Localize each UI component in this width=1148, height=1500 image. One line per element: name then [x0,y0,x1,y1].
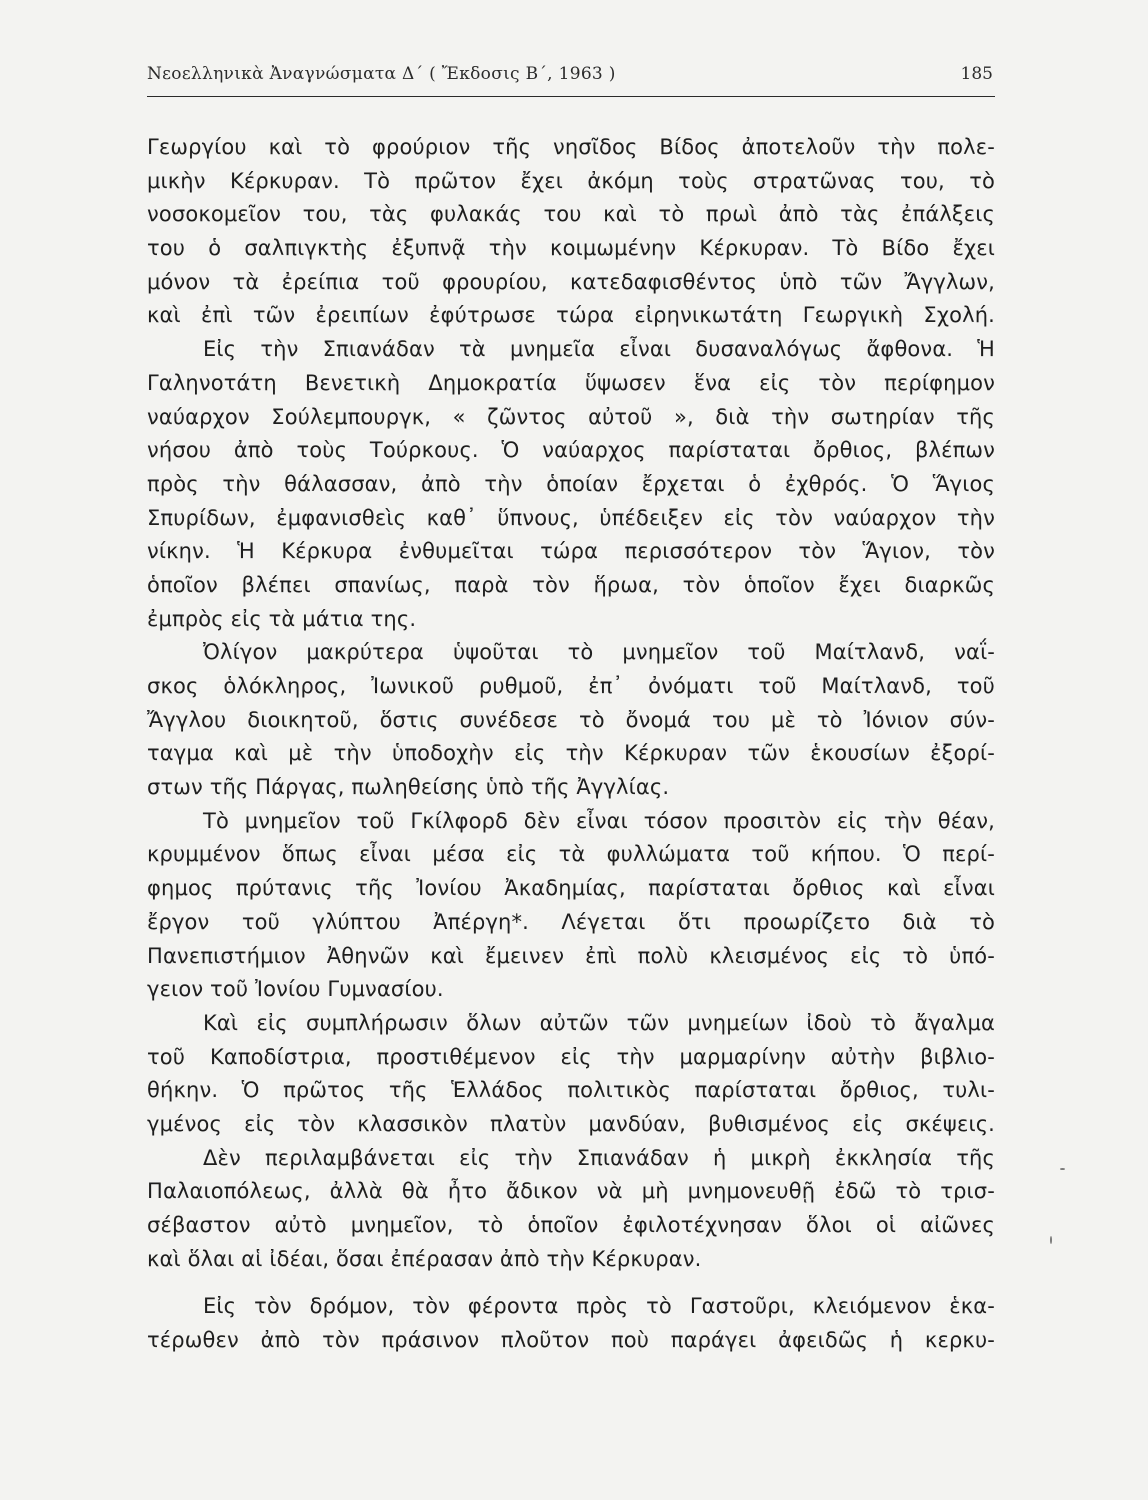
text-line: πρὸς τὴν θάλασσαν, ἀπὸ τὴν ὁποίαν ἔρχεται ὁ ἐχθρός. Ὁ Ἅγιος [147,471,995,496]
text-line: γειον τοῦ Ἰονίου Γυμνασίου. [147,977,444,1002]
text-line: ὁποῖον βλέπει σπανίως, παρὰ τὸν ἥρωα, τὸν ὁποῖον ἔχει διαρκῶς [147,572,995,597]
text-line: Εἰς τὸν δρόμον, τὸν φέροντα πρὸς τὸ Γαστοῦρι, κλειόμενον ἑκα- [203,1294,995,1319]
text-line: ταγμα καὶ μὲ τὴν ὑποδοχὴν εἰς τὴν Κέρκυραν τῶν ἑκουσίων ἐξορί- [147,741,995,766]
text-line: ναύαρχον Σούλεμπουργκ, « ζῶντος αὐτοῦ », διὰ τὴν σωτηρίαν τῆς [147,404,995,429]
text-line: θήκην. Ὁ πρῶτος τῆς Ἑλλάδος πολιτικὸς παρίσταται ὄρθιος, τυλι- [147,1078,995,1103]
text-line: ἔργον τοῦ γλύπτου Ἀπέργη*. Λέγεται ὅτι προωρίζετο διὰ τὸ [147,909,995,934]
text-line: Δὲν περιλαμβάνεται εἰς τὴν Σπιανάδαν ἡ μικρὴ ἐκκλησία τῆς [203,1145,995,1170]
running-title: Νεοελληνικὰ Ἀναγνώσματα Δ΄ ( Ἔκδοσις Β΄, 1963 ) [147,64,616,84]
text-line: τοῦ Καποδίστρια, προστιθέμενον εἰς τὴν μαρμαρίνην αὐτὴν βιβλιο- [147,1044,995,1069]
text-line: του ὁ σαλπιγκτὴς ἐξυπνᾷ τὴν κοιμωμένην Κέρκυραν. Τὸ Βίδο ἔχει [147,236,995,261]
text-line: κρυμμένον ὅπως εἶναι μέσα εἰς τὰ φυλλώματα τοῦ κήπου. Ὁ περί- [147,842,995,867]
text-line: τέρωθεν ἀπὸ τὸν πράσινον πλοῦτον ποὺ παράγει ἀφειδῶς ἡ κερκυ- [147,1328,995,1353]
text-line: γμένος εἰς τὸν κλασσικὸν πλατὺν μανδύαν, βυθισμένος εἰς σκέψεις. [147,1111,995,1136]
text-line: καὶ ὅλαι αἱ ἰδέαι, ὅσαι ἐπέρασαν ἀπὸ τὴν Κέρκυραν. [147,1246,702,1271]
text-line: Παλαιοπόλεως, ἀλλὰ θὰ ἦτο ἄδικον νὰ μὴ μνημονευθῇ ἐδῶ τὸ τρισ- [147,1179,995,1204]
text-line: Σπυρίδων, ἐμφανισθεὶς καθ᾽ ὕπνους, ὑπέδειξεν εἰς τὸν ναύαρχον τὴν [147,505,995,530]
text-line: Ἄγγλου διοικητοῦ, ὅστις συνέδεσε τὸ ὄνομά του μὲ τὸ Ἰόνιον σύν- [147,707,995,732]
text-line: Γαληνοτάτη Βενετικὴ Δημοκρατία ὕψωσεν ἕνα εἰς τὸν περίφημον [147,370,995,395]
text-line: νήσου ἀπὸ τοὺς Τούρκους. Ὁ ναύαρχος παρίσταται ὄρθιος, βλέπων [147,438,995,463]
text-line: ἐμπρὸς εἰς τὰ μάτια της. [147,606,417,631]
text-line: καὶ ἐπὶ τῶν ἐρειπίων ἐφύτρωσε τώρα εἰρηνικωτάτη Γεωργικὴ Σχολή. [147,303,995,328]
scan-speck [1060,1168,1065,1170]
text-line: σκος ὁλόκληρος, Ἰωνικοῦ ρυθμοῦ, ἐπ᾽ ὀνόματι τοῦ Μαίτλανδ, τοῦ [147,674,995,698]
text-line: Ὀλίγον μακρύτερα ὑψοῦται τὸ μνημεῖον τοῦ Μαίτλανδ, ναΐ- [203,640,995,665]
text-line: Τὸ μνημεῖον τοῦ Γκίλφορδ δὲν εἶναι τόσον προσιτὸν εἰς τὴν θέαν, [203,808,995,833]
text-line: νοσοκομεῖον του, τὰς φυλακάς του καὶ τὸ πρωὶ ἀπὸ τὰς ἐπάλξεις [147,202,995,227]
text-line: μόνον τὰ ἐρείπια τοῦ φρουρίου, κατεδαφισθέντος ὑπὸ τῶν Ἄγγλων, [147,269,995,294]
text-line: στων τῆς Πάργας, πωληθείσης ὑπὸ τῆς Ἀγγλίας. [147,775,670,800]
running-header [147,62,995,97]
scan-speck [1050,1236,1052,1244]
text-line: μικὴν Κέρκυραν. Τὸ πρῶτον ἔχει ἀκόμη τοὺς στρατῶνας του, τὸ [147,168,995,193]
text-line: φημος πρύτανις τῆς Ἰονίου Ἀκαδημίας, παρίσταται ὄρθιος καὶ εἶναι [147,876,995,901]
text-line: Καὶ εἰς συμπλήρωσιν ὅλων αὐτῶν τῶν μνημείων ἰδοὺ τὸ ἄγαλμα [203,1010,995,1035]
text-line: Γεωργίου καὶ τὸ φρούριον τῆς νησῖδος Βίδος ἀποτελοῦν τὴν πολε- [147,135,995,159]
text-line: σέβαστον αὐτὸ μνημεῖον, τὸ ὁποῖον ἐφιλοτέχνησαν ὅλοι οἱ αἰῶνες [147,1213,995,1237]
text-line: Εἰς τὴν Σπιανάδαν τὰ μνημεῖα εἶναι δυσαναλόγως ἄφθονα. Ἡ [203,337,995,362]
body-text [147,131,995,1358]
text-line: νίκην. Ἡ Κέρκυρα ἐνθυμεῖται τώρα περισσότερον τὸν Ἅγιον, τὸν [147,539,995,564]
text-line: Πανεπιστήμιον Ἀθηνῶν καὶ ἔμεινεν ἐπὶ πολὺ κλεισμένος εἰς τὸ ὑπό- [147,943,995,968]
page-number: 185 [960,64,993,84]
